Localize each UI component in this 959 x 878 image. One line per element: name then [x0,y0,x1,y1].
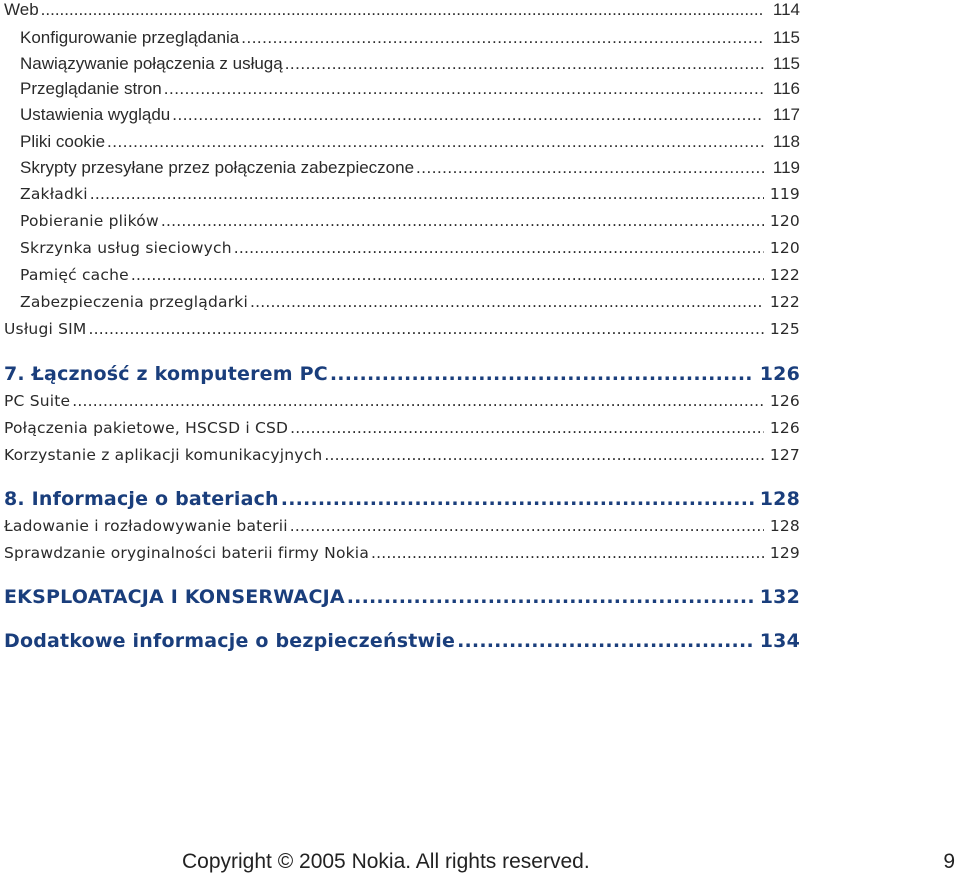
toc-leader-dots [290,517,764,535]
toc-chapter-maintenance[interactable] [0,586,800,608]
toc-leader-dots [371,544,764,562]
toc-leader-dots [172,105,764,125]
toc-entry-page: 122 [769,293,800,311]
toc-entry[interactable] [0,517,800,535]
toc-entry[interactable] [0,266,800,284]
toc-entry-label: Nawiązywanie połączenia z usługą [20,54,283,73]
toc-leader-dots [107,132,764,152]
toc-entry-label: Skrzynka usług sieciowych [20,239,232,257]
toc-entry-label: Pamięć cache [20,266,129,284]
toc-leader-dots [72,392,764,410]
toc-leader-dots [347,586,754,608]
toc-entry[interactable] [0,185,800,203]
toc-chapter-page: 132 [759,586,800,608]
toc-entry-page: 127 [769,446,800,464]
toc-entry-page: 119 [769,185,800,203]
toc-entry-label: Konfigurowanie przeglądania [20,28,240,47]
toc-entry[interactable] [0,392,800,410]
toc-entry-page: 122 [769,266,800,284]
toc-leader-dots [416,158,764,178]
toc-entry-page: 115 [772,28,800,47]
toc-entry[interactable] [0,79,800,99]
toc-leader-dots [161,212,764,230]
toc-leader-dots [89,320,764,338]
toc-entry-label: Pliki cookie [20,132,106,151]
toc-entry[interactable] [0,446,800,464]
toc-entry[interactable] [0,419,800,437]
page-footer [0,850,959,878]
toc-leader-dots [457,630,754,652]
toc-entry-label: Przeglądanie stron [20,79,162,98]
toc-entry-label: Skrypty przesyłane przez połączenia zabezpieczone [20,158,415,177]
toc-chapter-label: Dodatkowe informacje o bezpieczeństwie [4,630,456,652]
toc-entry[interactable] [0,105,800,125]
toc-entry-page: 126 [769,392,800,410]
toc-entry-label: Zakładki [20,185,88,203]
toc-entry-label: Sprawdzanie oryginalności baterii firmy Nokia [4,544,370,562]
toc-leader-dots [324,446,764,464]
toc-entry-page: 118 [772,132,800,151]
toc-entry[interactable] [0,158,800,178]
toc-entry[interactable] [0,28,800,48]
toc-leader-dots [41,0,764,20]
toc-entry-page: 126 [769,419,800,437]
toc-entry[interactable] [0,293,800,311]
toc-entry-label: Ustawienia wyglądu [20,105,171,124]
toc-entry-page: 119 [772,158,800,177]
toc-entry[interactable] [0,544,800,562]
toc-entry-label: Web [4,0,39,19]
toc-leader-dots [330,363,754,385]
toc-leader-dots [290,419,764,437]
toc-entry-web[interactable] [0,0,800,20]
toc-leader-dots [131,266,764,284]
toc-entry-page: 115 [772,54,800,73]
toc-entry-label: Ładowanie i rozładowywanie baterii [4,517,288,535]
toc-entry-label: Połączenia pakietowe, HSCSD i CSD [4,419,289,437]
toc-entry-label: PC Suite [4,392,71,410]
toc-leader-dots [285,54,764,74]
toc-entry-page: 114 [772,0,800,19]
toc-chapter-page: 134 [759,630,800,652]
toc-chapter-7[interactable] [0,363,800,385]
toc-chapter-label: 8. Informacje o bateriach [4,488,279,510]
copyright-notice: Copyright © 2005 Nokia. All rights reserved. [182,850,590,873]
toc-entry-page: 129 [769,544,800,562]
toc-entry-label: Pobieranie plików [20,212,159,230]
toc-chapter-safety[interactable] [0,630,800,652]
toc-entry[interactable] [0,320,800,338]
toc-leader-dots [250,293,764,311]
toc-chapter-label: 7. Łączność z komputerem PC [4,363,328,385]
toc-chapter-label: EKSPLOATACJA I KONSERWACJA [4,586,345,608]
toc-entry[interactable] [0,212,800,230]
toc-entry-page: 116 [772,79,800,98]
page-number: 9 [943,850,955,873]
toc-entry-page: 120 [769,212,800,230]
toc-entry[interactable] [0,239,800,257]
toc-entry-page: 117 [772,105,800,124]
toc-leader-dots [90,185,764,203]
toc-entry-page: 125 [769,320,800,338]
toc-entry-label: Usługi SIM [4,320,87,338]
toc-entry-page: 128 [769,517,800,535]
toc-entry-label: Korzystanie z aplikacji komunikacyjnych [4,446,323,464]
toc-entry-label: Zabezpieczenia przeglądarki [20,293,248,311]
toc-leader-dots [241,28,764,48]
toc-entry[interactable] [0,54,800,74]
toc-entry-page: 120 [769,239,800,257]
toc-leader-dots [234,239,764,257]
toc-entry[interactable] [0,132,800,152]
toc-chapter-page: 128 [759,488,800,510]
toc-chapter-8[interactable] [0,488,800,510]
toc-chapter-page: 126 [759,363,800,385]
toc-leader-dots [164,79,764,99]
toc-leader-dots [281,488,754,510]
